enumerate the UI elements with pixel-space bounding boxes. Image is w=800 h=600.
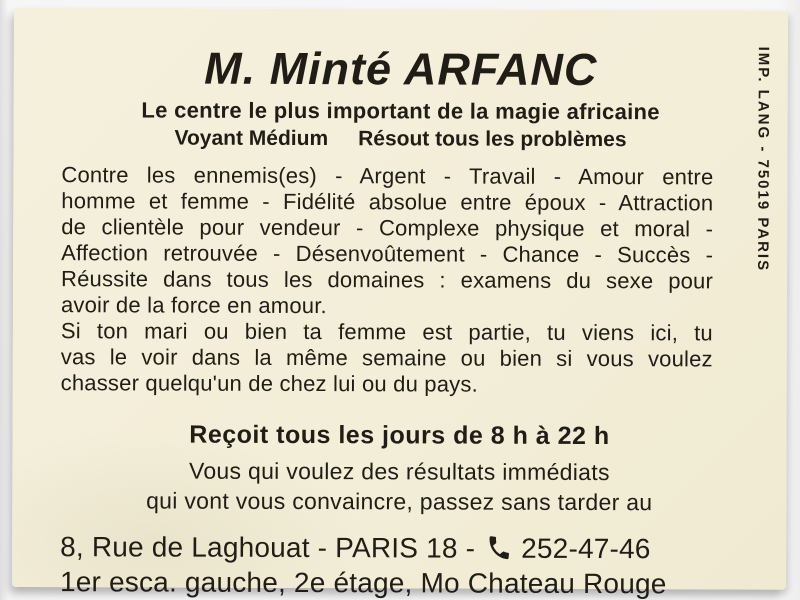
street-address: 8, Rue de Laghouat - PARIS 18 - xyxy=(60,531,476,564)
body-line: vas le voir dans la même semaine ou bien si vous voulez xyxy=(60,344,713,372)
phone-number: 252-47-46 xyxy=(521,533,651,565)
role-promise-line xyxy=(14,126,788,153)
cta-line: qui vont vous convaincre, passez sans tarder au xyxy=(146,487,653,516)
body-line: Si ton mari ou bien ta femme est partie, tu viens ici, tu xyxy=(60,318,713,346)
telephone-handset-icon xyxy=(484,533,515,564)
promise-label: Résout tous les problèmes xyxy=(358,127,627,152)
call-to-action xyxy=(12,455,786,518)
body-line: de clientèle pour vendeur - Complexe physique et moral - xyxy=(61,214,714,242)
address-block xyxy=(60,529,786,600)
cta-line: Vous qui voulez des résultats immédiats xyxy=(188,457,610,486)
address-line-2: 1er esca. gauche, 2e étage, Mo Chateau Rouge xyxy=(59,566,667,600)
body-line: Contre les ennemis(es) - Argent - Travail - Amour entre xyxy=(61,162,714,190)
card-tagline: Le centre le plus important de la magie africaine xyxy=(141,97,660,125)
business-card xyxy=(12,8,788,600)
printer-credit: IMP. LANG - 75019 PARIS xyxy=(754,46,772,273)
opening-hours: Reçoit tous les jours de 8 h à 22 h xyxy=(189,420,610,451)
body-line: homme et femme - Fidélité absolue entre époux - Attraction xyxy=(61,188,714,216)
role-label: Voyant Médium xyxy=(174,126,329,151)
body-line: avoir de la force en amour. xyxy=(60,292,327,319)
body-line: Affection retrouvée - Désenvoûtement - Chance - Succès - xyxy=(61,240,714,268)
address-line-1 xyxy=(60,529,786,567)
body-line: Réussite dans tous les domaines : examens du sexe pour xyxy=(61,266,714,294)
card-title: M. Minté ARFANC xyxy=(204,42,598,96)
services-paragraph xyxy=(61,162,714,320)
body-line: chasser quelqu'un de chez lui ou du pays. xyxy=(60,370,478,397)
testimonial-paragraph xyxy=(61,318,713,398)
